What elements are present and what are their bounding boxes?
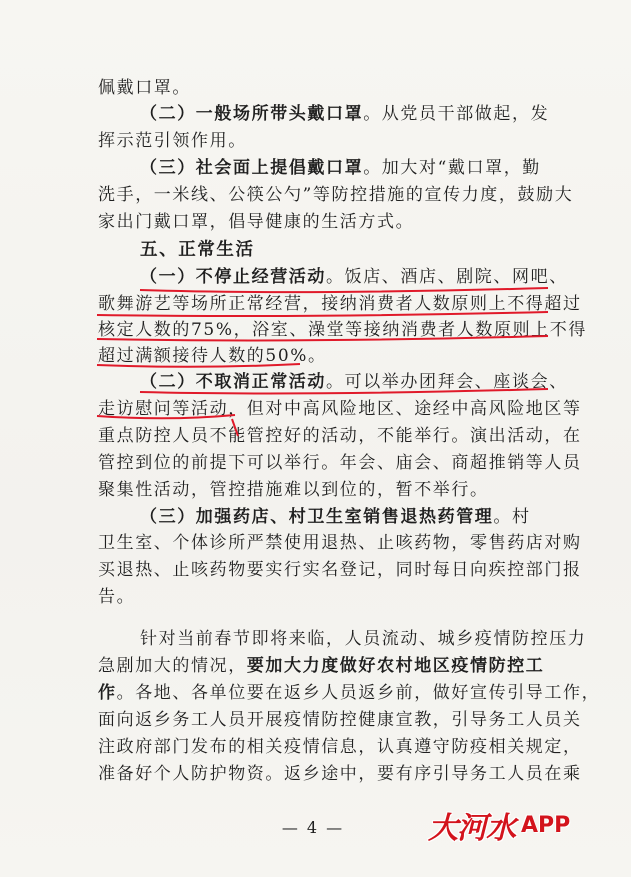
text-line: [98, 533, 582, 553]
text-line: [98, 426, 582, 446]
text-segment: 走访慰问等活动: [98, 399, 229, 419]
text-line: [98, 399, 582, 419]
text-segment: 。可以举办团拜会、座谈会、: [326, 372, 568, 392]
text-segment: ，但对中高风险地区、途经中高风险地区等: [228, 399, 582, 419]
text-line: [140, 629, 586, 649]
text-line: [98, 78, 191, 98]
text-line: [98, 453, 582, 473]
text-segment: 针对当前春节即将来临，人员流动、城乡疫情防控压力: [140, 629, 587, 649]
text-line: [140, 104, 549, 124]
text-line: [98, 212, 414, 232]
text-segment: 买退热、止咳药物要实行实名登记，同时每日向疾控部门报: [98, 560, 582, 580]
text-segment: 洗手，一米线、公筷公勺”等防控措施的宣传力度，鼓励大: [98, 185, 574, 205]
text-line: [98, 710, 582, 730]
text-segment: 超过满额接待人数的50%。: [98, 346, 327, 366]
text-segment: 要加大力度做好农村地区疫情防控工: [246, 656, 545, 676]
text-segment: 告。: [98, 587, 136, 607]
text-segment: 准备好个人防护物资。返乡途中，要有序引导务工人员在乘: [98, 764, 582, 784]
text-segment: 急剧加大的情况，: [98, 656, 247, 676]
text-segment: （三）加强药店、村卫生室销售退热药管理: [140, 507, 494, 527]
text-line: [98, 131, 247, 151]
text-line: [98, 683, 600, 703]
text-line: [98, 346, 327, 366]
text-line: [98, 764, 582, 784]
text-segment: 聚集性活动，管控措施难以到位的，暂不举行。: [98, 480, 489, 500]
text-line: [98, 185, 573, 205]
text-line: [98, 480, 489, 500]
text-segment: 核定人数的75%，浴室、澡堂等接纳消费者人数原则上不得: [98, 320, 587, 340]
text-segment: 家出门戴口罩，倡导健康的生活方式。: [98, 212, 415, 232]
text-line: [98, 656, 544, 676]
text-segment: （二）不取消正常活动: [140, 372, 326, 392]
text-segment: 佩戴口罩。: [98, 78, 191, 98]
text-line: [140, 372, 568, 392]
text-line: [140, 158, 541, 178]
brand-app-label: APP: [521, 812, 571, 838]
text-segment: 面向返乡务工人员开展疫情防控健康宣教，引导务工人员关: [98, 710, 582, 730]
text-line: [98, 737, 582, 757]
text-segment: 卫生室、个体诊所严禁使用退热、止咳药物，零售药店对购: [98, 533, 582, 553]
text-segment: 作: [98, 683, 117, 703]
text-segment: 重点防控人员不能管控好的活动，不能举行。演出活动，在: [98, 426, 582, 446]
text-line: [140, 507, 531, 527]
text-line: [140, 267, 568, 287]
text-line: [140, 240, 255, 260]
page-number: — 4 —: [281, 818, 345, 837]
text-line: [98, 587, 135, 607]
text-segment: （一）不停止经营活动: [140, 267, 326, 287]
brand-watermark-logo: [428, 803, 625, 847]
text-segment: 。加大对“戴口罩，勤: [363, 158, 541, 178]
brand-name: 大河水: [428, 811, 515, 846]
text-segment: 五、正常生活: [140, 240, 255, 260]
text-line: [98, 560, 582, 580]
text-segment: 歌舞游艺等场所正常经营，接纳消费者人数原则上不得超过: [98, 294, 582, 314]
text-segment: 。从党员干部做起，发: [363, 104, 550, 124]
text-segment: 注政府部门发布的相关疫情信息，认真遵守防疫相关规定，: [98, 737, 582, 757]
text-segment: （二）一般场所带头戴口罩: [140, 104, 364, 124]
text-segment: 。各地、各单位要在返乡人员返乡前，做好宣传引导工作，: [116, 683, 601, 703]
text-segment: 。饭店、酒店、剧院、网吧、: [326, 267, 568, 287]
text-segment: 管控到位的前提下可以举行。年会、庙会、商超推销等人员: [98, 453, 582, 473]
text-line: [98, 320, 587, 340]
text-segment: （三）社会面上提倡戴口罩: [140, 158, 364, 178]
text-segment: 挥示范引领作用。: [98, 131, 247, 151]
text-segment: 。村: [493, 507, 531, 527]
text-line: [98, 294, 582, 314]
